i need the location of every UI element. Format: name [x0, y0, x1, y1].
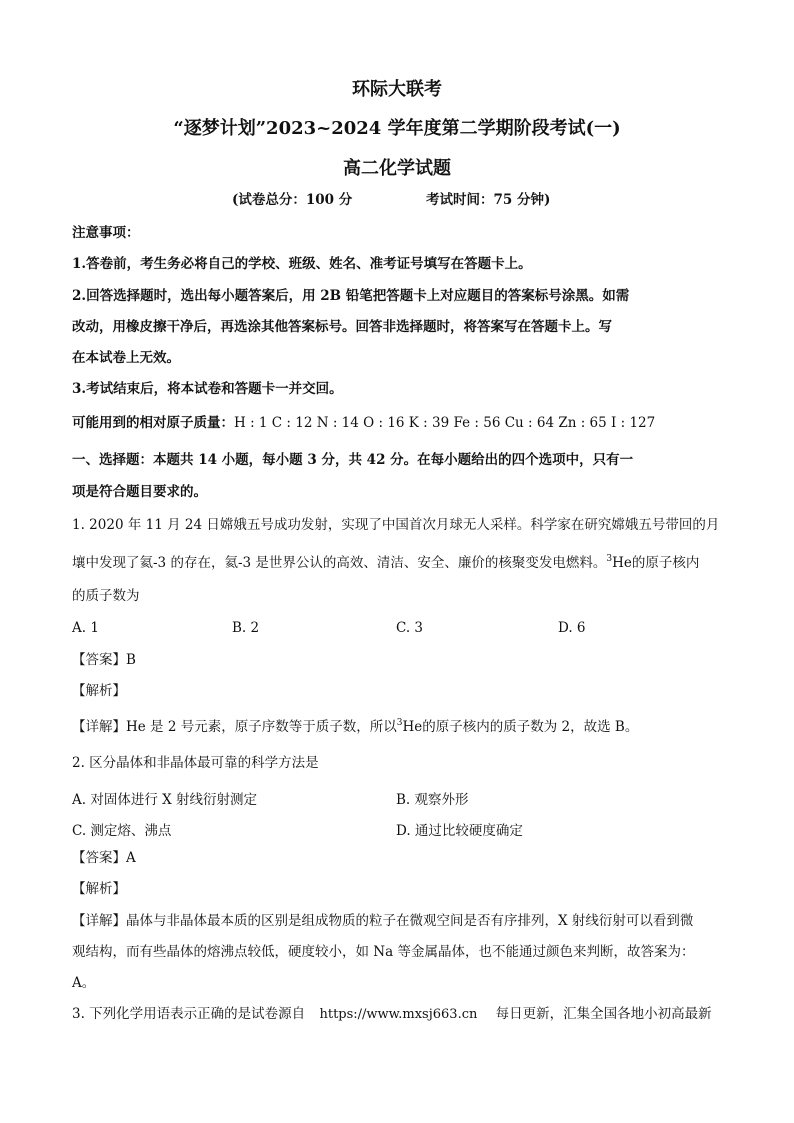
exam-title: “逐梦计划”2023~2024 学年度第二学期阶段考试(一)	[173, 118, 621, 139]
q1-detail: 【详解】He 是 2 号元素，原子序数等于质子数，所以$^3$He的原子核内的质子数为 2，故选 B。	[72, 718, 639, 735]
atomic-mass-values: H : 1 C : 12 N : 14 O : 16 K : 39 Fe : 56 Cu : 64 Zn : 65 I : 127	[234, 415, 656, 431]
q2-option-b: B. 观察外形	[396, 792, 469, 808]
q2-option-d: D. 通过比较硬度确定	[396, 823, 523, 839]
q1-answer: 【答案】B	[72, 652, 136, 668]
notice-item-2-line-2: 改动，用橡皮擦干净后，再选涂其他答案标号。回答非选择题时，将答案写在答题卡上。写	[72, 319, 612, 335]
notice-item-1: 1.答卷前，考生务必将自己的学校、班级、姓名、准考证号填写在答题卡上。	[72, 256, 532, 272]
q1-analysis: 【解析】	[72, 683, 126, 699]
q2-detail-line-1: 【详解】晶体与非晶体最本质的区别是组成物质的粒子在微观空间是否有序排列，X 射线衍射可以看到微	[72, 913, 694, 929]
q2-detail-line-3: A。	[72, 975, 96, 991]
q2-stem: 2. 区分晶体和非晶体最可靠的科学方法是	[72, 755, 319, 771]
q2-option-c: C. 测定熔、沸点	[72, 823, 172, 839]
section-1-line-2: 项是符合题目要求的。	[72, 484, 207, 500]
q2-analysis: 【解析】	[72, 881, 126, 897]
notice-item-3: 3.考试结束后，将本试卷和答题卡一并交回。	[72, 381, 343, 397]
q3-stem: 3. 下列化学用语表示正确的是试卷源自	[72, 1006, 306, 1022]
q1-element-he: He	[612, 555, 632, 571]
q1-option-d: D. 6	[558, 620, 586, 636]
notice-title: 注意事项：	[72, 225, 140, 241]
q3-stem-line	[72, 1006, 722, 1024]
q1-stem-line-3: 的质子数为	[72, 588, 140, 604]
notice-item-2-line-1: 2.回答选择题时，选出每小题答案后，用 2B 铅笔把答题卡上对应题目的答案标号涂黑。如需	[72, 288, 630, 304]
atomic-mass-line	[72, 415, 722, 433]
org-title: 环际大联考	[352, 79, 442, 100]
q1-mass-number: 3	[606, 554, 613, 564]
q1-option-c: C. 3	[396, 620, 424, 636]
q1-stem-line-1: 1. 2020 年 11 月 24 日嫦娥五号成功发射，实现了中国首次月球无人采样。科学家在研究嫦娥五号带回的月	[72, 517, 720, 533]
q1-stem-line-2: 壤中发现了氦-3 的存在，氦-3 是世界公认的高效、清洁、安全、廉价的核聚变发电燃料。$^3$He的原子核内	[72, 554, 700, 571]
q1-option-a: A. 1	[72, 620, 99, 636]
notice-item-2-line-3: 在本试卷上无效。	[72, 350, 180, 366]
q1-option-b: B. 2	[232, 620, 260, 636]
score-info: (试卷总分：100 分	[232, 192, 353, 208]
subject-title: 高二化学试题	[343, 158, 451, 179]
q2-answer: 【答案】A	[72, 850, 136, 866]
section-1-line-1: 一、选择题：本题共 14 小题，每小题 3 分，共 42 分。在每小题给出的四个选项中，只有一	[72, 452, 634, 468]
q2-detail-line-2: 观结构，而有些晶体的熔沸点较低，硬度较小，如 Na 等金属晶体，也不能通过颜色来判断，故答案为：	[72, 944, 695, 960]
atomic-mass-label: 可能用到的相对原子质量：	[72, 415, 234, 431]
time-info: 考试时间：75 分钟)	[426, 192, 551, 208]
q2-option-a: A. 对固体进行 X 射线衍射测定	[72, 792, 258, 808]
q3-tail: 每日更新，汇集全国各地小初高最新	[495, 1006, 712, 1022]
source-link[interactable]: https://www.mxsj663.cn	[319, 1007, 478, 1022]
